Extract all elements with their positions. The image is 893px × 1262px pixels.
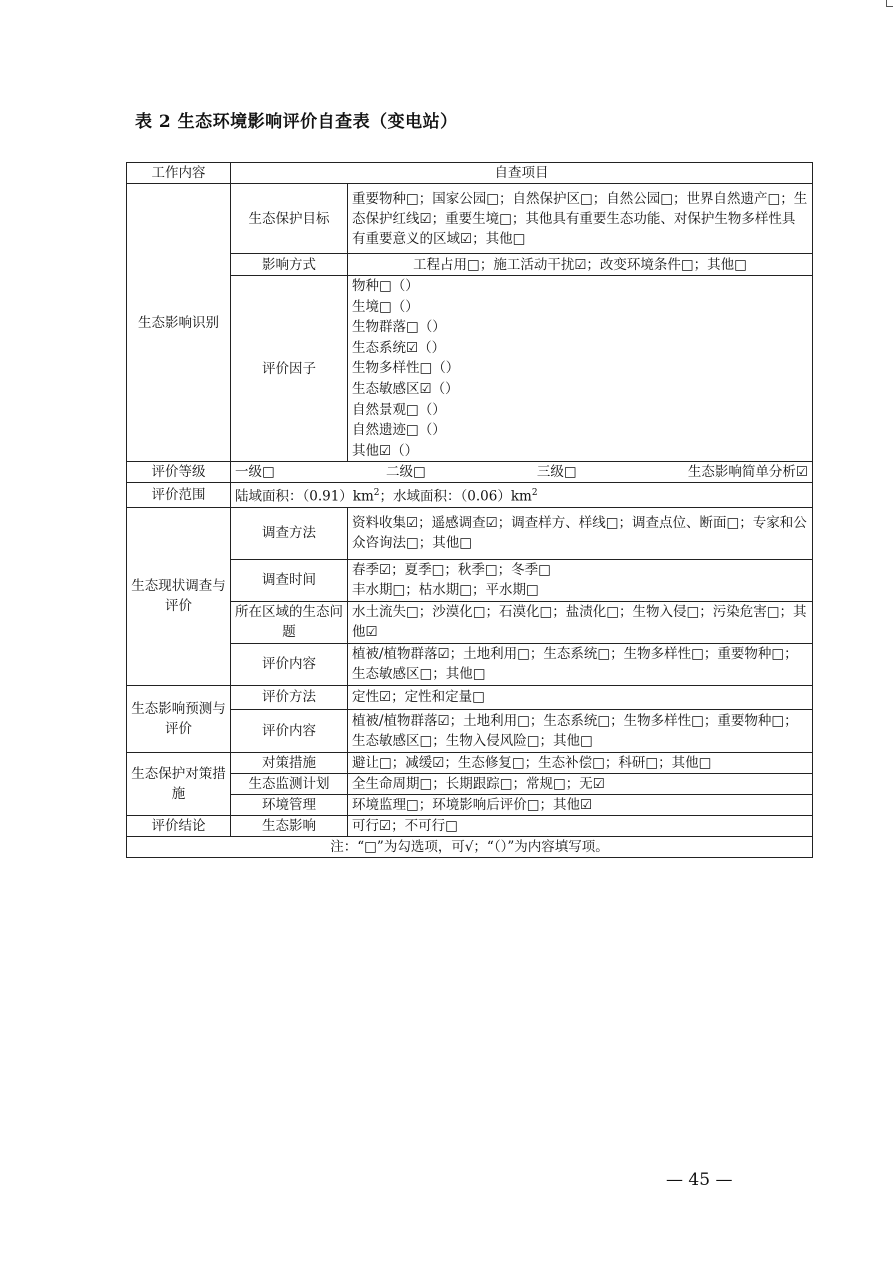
header-work-content: 工作内容 bbox=[127, 163, 231, 184]
survey-time-text bbox=[348, 559, 813, 601]
table-row bbox=[127, 752, 813, 773]
factor-item: 自然遗迹□（） bbox=[352, 422, 446, 439]
table-row bbox=[127, 815, 813, 836]
conclusion-sub-label: 生态影响 bbox=[231, 815, 348, 836]
grade-option: 二级□ bbox=[385, 464, 426, 481]
page-corner-mark bbox=[886, 0, 893, 7]
header-row bbox=[127, 163, 813, 184]
protection-targets-text: 重要物种□；国家公园□；自然保护区□；自然公园□；世界自然遗产□；生态保护红线☑；重要生境□；其他具有重要生态功能、对保护生物多样性具有重要意义的区域☑；其他□ bbox=[348, 184, 813, 254]
identification-label: 生态影响识别 bbox=[127, 184, 231, 462]
table-note: 注：“□”为勾选项，可√；“（）”为内容填写项。 bbox=[127, 836, 813, 857]
impact-mode-label: 影响方式 bbox=[231, 254, 348, 276]
prediction-method-text: 定性☑；定性和定量□ bbox=[348, 685, 813, 709]
header-check-items: 自查项目 bbox=[231, 163, 813, 184]
impact-mode-text: 工程占用□；施工活动干扰☑；改变环境条件□；其他□ bbox=[348, 254, 813, 276]
factor-item: 生境□（） bbox=[352, 298, 419, 315]
factor-item: 生物群落□（） bbox=[352, 319, 446, 336]
survey-content-label: 评价内容 bbox=[231, 643, 348, 685]
conclusion-label: 评价结论 bbox=[127, 815, 231, 836]
survey-label: 生态现状调查与评价 bbox=[127, 507, 231, 685]
monitoring-text: 全生命周期□；长期跟踪□；常规□；无☑ bbox=[348, 773, 813, 794]
table-row bbox=[127, 483, 813, 508]
survey-content-text: 植被/植物群落☑；土地利用□；生态系统□；生物多样性□；重要物种□；生态敏感区□；其他□ bbox=[348, 643, 813, 685]
survey-method-text: 资料收集☑；遥感调查☑；调查样方、样线□；调查点位、断面□；专家和公众咨询法□；其他□ bbox=[348, 507, 813, 559]
factor-item: 生物多样性□（） bbox=[352, 360, 460, 377]
factor-item: 自然景观□（） bbox=[352, 401, 446, 418]
factor-item: 其他☑（） bbox=[352, 442, 419, 459]
scope-label: 评价范围 bbox=[127, 483, 231, 508]
scope-water-text: ；水域面积：（0.06）km bbox=[379, 488, 532, 505]
scope-land-text: 陆域面积：（0.91）km bbox=[235, 488, 374, 505]
survey-problems-text: 水土流失□；沙漠化□；石漠化□；盐渍化□；生物入侵□；污染危害□；其他☑ bbox=[348, 601, 813, 643]
prediction-method-label: 评价方法 bbox=[231, 685, 348, 709]
table-row bbox=[127, 685, 813, 709]
survey-time-line: 春季☑；夏季□；秋季□；冬季□ bbox=[352, 562, 551, 579]
grade-option: 三级□ bbox=[536, 464, 577, 481]
grade-options bbox=[231, 462, 813, 483]
factor-item: 物种□（） bbox=[352, 278, 419, 294]
scope-text bbox=[231, 483, 813, 508]
factor-item: 生态系统☑（） bbox=[352, 339, 446, 356]
prediction-content-text: 植被/植物群落☑；土地利用□；生态系统□；生物多样性□；重要物种□；生态敏感区□；生物入侵风险□；其他□ bbox=[348, 709, 813, 752]
grade-option: 生态影响简单分析☑ bbox=[687, 464, 808, 481]
factors-list bbox=[348, 276, 813, 462]
grade-label: 评价等级 bbox=[127, 462, 231, 483]
management-text: 环境监理□；环境影响后评价□；其他☑ bbox=[348, 794, 813, 815]
grade-option: 一级□ bbox=[235, 464, 275, 481]
protection-targets-label: 生态保护目标 bbox=[231, 184, 348, 254]
countermeasures-label: 对策措施 bbox=[231, 752, 348, 773]
scope-land-unit-sup: 2 bbox=[373, 488, 380, 499]
conclusion-text: 可行☑；不可行□ bbox=[348, 815, 813, 836]
survey-method-label: 调查方法 bbox=[231, 507, 348, 559]
note-row bbox=[127, 836, 813, 857]
self-check-table bbox=[126, 162, 813, 858]
table-row bbox=[127, 184, 813, 254]
survey-time-label: 调查时间 bbox=[231, 559, 348, 601]
countermeasures-text: 避让□；减缓☑；生态修复□；生态补偿□；科研□；其他□ bbox=[348, 752, 813, 773]
scope-water-unit-sup: 2 bbox=[531, 488, 538, 499]
management-label: 环境管理 bbox=[231, 794, 348, 815]
factor-item: 生态敏感区☑（） bbox=[352, 380, 459, 397]
prediction-label: 生态影响预测与评价 bbox=[127, 685, 231, 752]
measures-label: 生态保护对策措施 bbox=[127, 752, 231, 815]
factors-label: 评价因子 bbox=[231, 276, 348, 462]
table-title: 表 2 生态环境影响评价自查表（变电站） bbox=[135, 112, 458, 132]
page-number: — 45 — bbox=[666, 1170, 733, 1190]
table-row bbox=[127, 462, 813, 483]
monitoring-label: 生态监测计划 bbox=[231, 773, 348, 794]
survey-problems-label: 所在区域的生态问题 bbox=[231, 601, 348, 643]
table-row bbox=[127, 507, 813, 559]
prediction-content-label: 评价内容 bbox=[231, 709, 348, 752]
survey-time-line: 丰水期□；枯水期□；平水期□ bbox=[352, 582, 539, 599]
